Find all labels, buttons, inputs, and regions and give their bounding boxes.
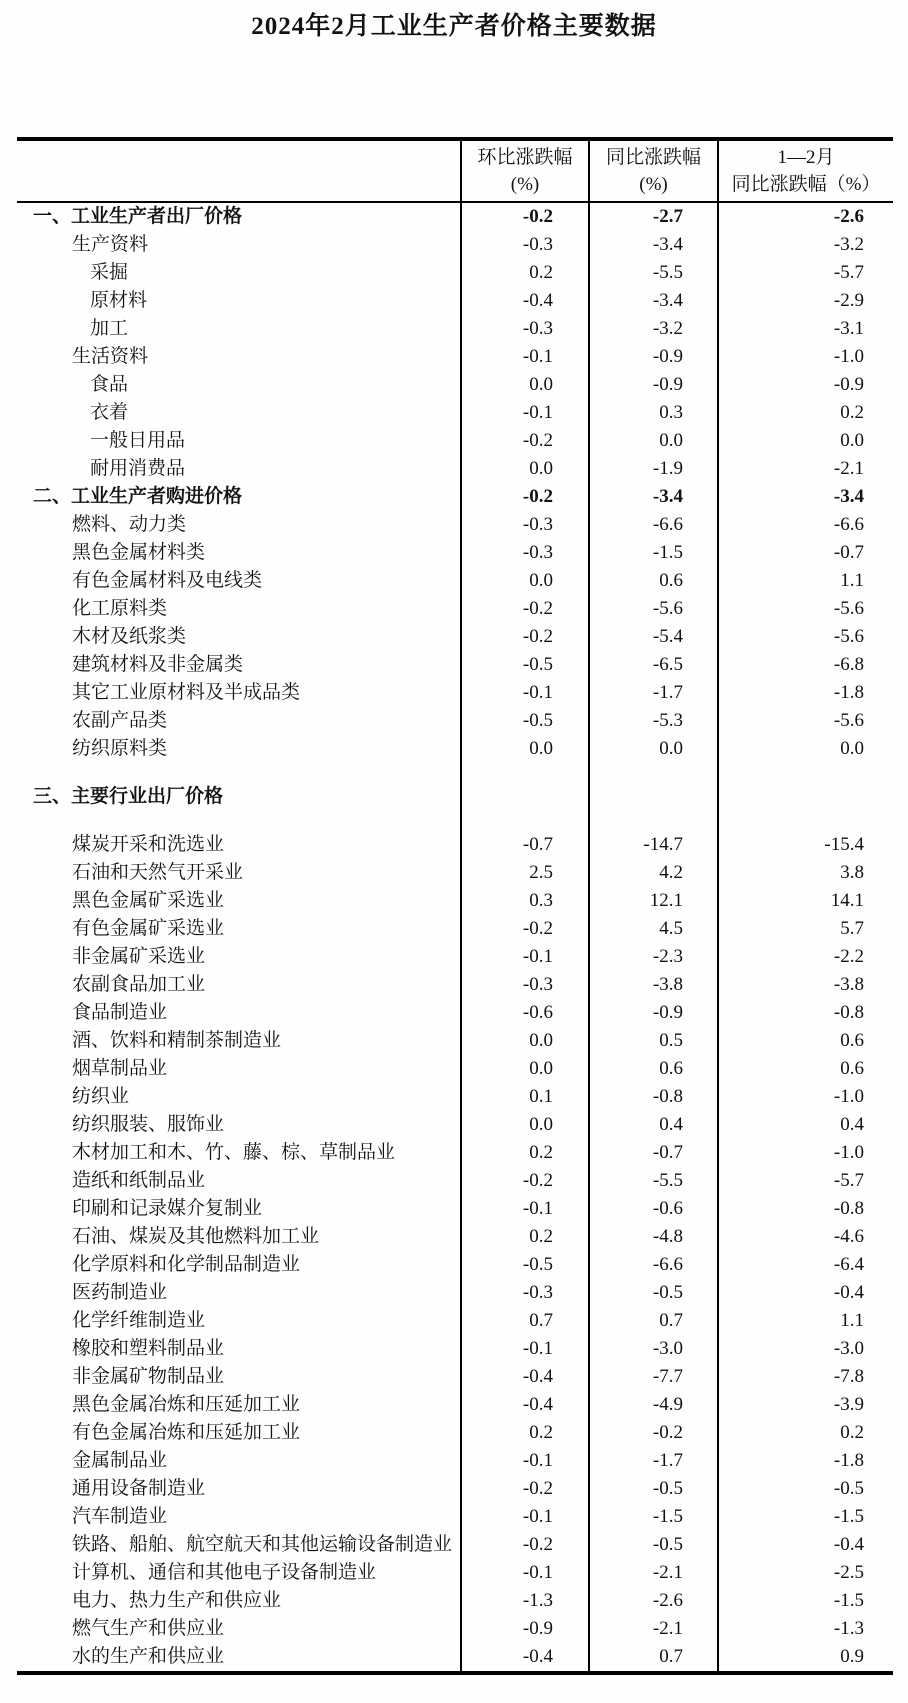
row-yoy-value: 4.5 — [588, 915, 717, 943]
row-mom-value: -0.2 — [460, 595, 588, 623]
row-yoy-value: -0.5 — [588, 1531, 717, 1559]
row-mom-value: -0.1 — [460, 1195, 588, 1223]
row-ytd-value: -0.9 — [717, 371, 893, 399]
row-yoy-value — [588, 763, 717, 783]
row-ytd-value: -0.7 — [717, 539, 893, 567]
row-ytd-value: -2.6 — [717, 203, 893, 231]
row-label: 通用设备制造业 — [72, 1478, 206, 1499]
table-row — [17, 1419, 893, 1447]
row-yoy-value — [588, 783, 717, 811]
table-row — [17, 831, 893, 859]
row-ytd-value: -5.6 — [717, 595, 893, 623]
row-label: 衣着 — [90, 402, 129, 423]
row-yoy-value: -1.9 — [588, 455, 717, 483]
row-mom-value: -0.3 — [460, 539, 588, 567]
row-label: 农副食品加工业 — [72, 974, 206, 995]
row-ytd-value: -4.6 — [717, 1223, 893, 1251]
row-ytd-value: -2.2 — [717, 943, 893, 971]
row-ytd-value: -5.6 — [717, 623, 893, 651]
row-mom-value: -0.3 — [460, 511, 588, 539]
row-yoy-value: -1.7 — [588, 1447, 717, 1475]
row-label: 燃气生产和供应业 — [72, 1618, 225, 1639]
table-row — [17, 539, 893, 567]
table-row — [17, 1279, 893, 1307]
table-row — [17, 399, 893, 427]
row-mom-value: -0.3 — [460, 231, 588, 259]
row-label: 橡胶和塑料制品业 — [72, 1338, 225, 1359]
row-yoy-value: -6.6 — [588, 1251, 717, 1279]
row-yoy-value: -3.4 — [588, 483, 717, 511]
row-mom-value: -0.3 — [460, 315, 588, 343]
row-label: 二、工业生产者购进价格 — [33, 486, 243, 507]
header-yoy — [588, 141, 717, 201]
header-ytd — [717, 141, 893, 201]
row-ytd-value: -2.5 — [717, 1559, 893, 1587]
row-ytd-value: -0.4 — [717, 1279, 893, 1307]
row-ytd-value: -0.4 — [717, 1531, 893, 1559]
row-mom-value: 0.2 — [460, 1223, 588, 1251]
row-mom-value: 0.0 — [460, 735, 588, 763]
row-mom-value: -0.2 — [460, 427, 588, 455]
row-mom-value: 0.2 — [460, 1139, 588, 1167]
row-yoy-value: -14.7 — [588, 831, 717, 859]
row-mom-value: -0.2 — [460, 1531, 588, 1559]
table-row — [17, 735, 893, 763]
row-label: 生产资料 — [72, 234, 149, 255]
table-row — [17, 707, 893, 735]
row-mom-value: -0.4 — [460, 1391, 588, 1419]
row-yoy-value: -1.5 — [588, 1503, 717, 1531]
row-ytd-value: -15.4 — [717, 831, 893, 859]
table-row — [17, 1363, 893, 1391]
row-mom-value: -0.3 — [460, 1279, 588, 1307]
row-yoy-value: -5.6 — [588, 595, 717, 623]
table-row — [17, 999, 893, 1027]
row-yoy-value: 0.0 — [588, 735, 717, 763]
page-title: 2024年2月工业生产者价格主要数据 — [251, 13, 657, 40]
row-yoy-value: -0.9 — [588, 343, 717, 371]
row-label: 采掘 — [90, 262, 129, 283]
row-ytd-value: -0.8 — [717, 999, 893, 1027]
row-yoy-value: -3.8 — [588, 971, 717, 999]
row-ytd-value: -6.8 — [717, 651, 893, 679]
row-yoy-value: -3.4 — [588, 231, 717, 259]
row-mom-value: -0.1 — [460, 943, 588, 971]
row-ytd-value: 0.6 — [717, 1027, 893, 1055]
row-label: 黑色金属材料类 — [72, 542, 206, 563]
row-mom-value: -0.1 — [460, 1503, 588, 1531]
row-mom-value: 0.0 — [460, 1027, 588, 1055]
table-row — [17, 1307, 893, 1335]
row-ytd-value: -2.9 — [717, 287, 893, 315]
table-row — [17, 1559, 893, 1587]
row-ytd-value: 14.1 — [717, 887, 893, 915]
table-row — [17, 343, 893, 371]
row-yoy-value: -2.1 — [588, 1615, 717, 1643]
row-label: 电力、热力生产和供应业 — [72, 1590, 282, 1611]
table-row — [17, 1447, 893, 1475]
row-label: 三、主要行业出厂价格 — [33, 786, 224, 807]
row-ytd-value: -6.6 — [717, 511, 893, 539]
row-label — [17, 811, 460, 831]
row-ytd-value: 1.1 — [717, 567, 893, 595]
row-ytd-value: -1.0 — [717, 1083, 893, 1111]
table-body — [17, 203, 893, 1671]
table-row — [17, 887, 893, 915]
row-mom-value: -0.2 — [460, 623, 588, 651]
row-yoy-value: -3.2 — [588, 315, 717, 343]
row-mom-value: -0.1 — [460, 399, 588, 427]
row-yoy-value: -4.8 — [588, 1223, 717, 1251]
row-ytd-value: -0.8 — [717, 1195, 893, 1223]
row-yoy-value: 4.2 — [588, 859, 717, 887]
row-ytd-value: -3.4 — [717, 483, 893, 511]
row-yoy-value: -0.8 — [588, 1083, 717, 1111]
row-yoy-value: 0.6 — [588, 567, 717, 595]
row-mom-value: -0.1 — [460, 1335, 588, 1363]
table-row — [17, 971, 893, 999]
row-ytd-value: -3.8 — [717, 971, 893, 999]
row-yoy-value: -3.0 — [588, 1335, 717, 1363]
row-ytd-value: -1.5 — [717, 1587, 893, 1615]
row-label: 造纸和纸制品业 — [72, 1170, 206, 1191]
row-label: 化工原料类 — [72, 598, 168, 619]
row-mom-value — [460, 763, 588, 783]
row-ytd-value: 1.1 — [717, 1307, 893, 1335]
row-label: 计算机、通信和其他电子设备制造业 — [72, 1562, 377, 1583]
row-mom-value: 0.2 — [460, 259, 588, 287]
row-label: 生活资料 — [72, 346, 149, 367]
row-ytd-value — [717, 783, 893, 811]
row-mom-value: 0.0 — [460, 455, 588, 483]
table-row — [17, 427, 893, 455]
row-yoy-value: -0.6 — [588, 1195, 717, 1223]
row-label: 烟草制品业 — [72, 1058, 168, 1079]
row-label: 医药制造业 — [72, 1282, 168, 1303]
row-mom-value: -0.1 — [460, 679, 588, 707]
row-label: 酒、饮料和精制茶制造业 — [72, 1030, 282, 1051]
row-yoy-value: 0.4 — [588, 1111, 717, 1139]
table-row — [17, 1139, 893, 1167]
row-yoy-value: -2.1 — [588, 1559, 717, 1587]
row-label: 一、工业生产者出厂价格 — [33, 206, 243, 227]
row-ytd-value: -6.4 — [717, 1251, 893, 1279]
row-ytd-value: 0.0 — [717, 735, 893, 763]
row-ytd-value: -3.1 — [717, 315, 893, 343]
row-mom-value: -0.2 — [460, 203, 588, 231]
table-row — [17, 651, 893, 679]
row-mom-value: 0.0 — [460, 1055, 588, 1083]
header-mom-line2: (%) — [510, 174, 540, 195]
row-yoy-value: -0.9 — [588, 371, 717, 399]
table-row — [17, 623, 893, 651]
row-yoy-value: -5.5 — [588, 1167, 717, 1195]
row-label: 水的生产和供应业 — [72, 1646, 225, 1667]
row-ytd-value: -1.8 — [717, 679, 893, 707]
row-mom-value: -0.4 — [460, 1363, 588, 1391]
row-mom-value: -0.3 — [460, 971, 588, 999]
row-mom-value: -0.1 — [460, 1447, 588, 1475]
row-yoy-value: -6.5 — [588, 651, 717, 679]
row-ytd-value: -1.8 — [717, 1447, 893, 1475]
row-ytd-value: -5.6 — [717, 707, 893, 735]
row-ytd-value — [717, 763, 893, 783]
row-label: 纺织原料类 — [72, 738, 168, 759]
row-label: 煤炭开采和洗选业 — [72, 834, 225, 855]
row-mom-value — [460, 811, 588, 831]
row-yoy-value: -4.9 — [588, 1391, 717, 1419]
row-label: 有色金属矿采选业 — [72, 918, 225, 939]
row-label: 非金属矿物制品业 — [72, 1366, 225, 1387]
table-row — [17, 1027, 893, 1055]
header-ytd-line1: 1—2月 — [777, 147, 835, 168]
row-label: 石油、煤炭及其他燃料加工业 — [72, 1226, 320, 1247]
row-mom-value: 0.1 — [460, 1083, 588, 1111]
row-label: 纺织业 — [72, 1086, 130, 1107]
row-yoy-value: 0.6 — [588, 1055, 717, 1083]
row-ytd-value: -3.9 — [717, 1391, 893, 1419]
row-label: 建筑材料及非金属类 — [72, 654, 244, 675]
table-row — [17, 1167, 893, 1195]
row-mom-value: -0.5 — [460, 707, 588, 735]
row-label: 化学纤维制造业 — [72, 1310, 206, 1331]
row-ytd-value: 0.2 — [717, 399, 893, 427]
table-row — [17, 859, 893, 887]
header-mom-line1: 环比涨跌幅 — [477, 147, 573, 168]
table-row — [17, 1391, 893, 1419]
row-label: 其它工业原材料及半成品类 — [72, 682, 301, 703]
table-row — [17, 203, 893, 231]
table-row — [17, 1531, 893, 1559]
row-yoy-value: -5.4 — [588, 623, 717, 651]
row-yoy-value: 0.3 — [588, 399, 717, 427]
row-mom-value: -0.4 — [460, 287, 588, 315]
table-row — [17, 1195, 893, 1223]
row-label: 木材加工和木、竹、藤、棕、草制品业 — [72, 1142, 396, 1163]
row-ytd-value: -1.0 — [717, 1139, 893, 1167]
row-yoy-value: -1.5 — [588, 539, 717, 567]
table-header-row — [17, 141, 893, 203]
row-yoy-value: -2.6 — [588, 1587, 717, 1615]
row-label: 非金属矿采选业 — [72, 946, 206, 967]
row-label: 加工 — [90, 318, 129, 339]
row-label: 化学原料和化学制品制造业 — [72, 1254, 301, 1275]
table-row — [17, 915, 893, 943]
row-ytd-value: 5.7 — [717, 915, 893, 943]
row-yoy-value: -0.9 — [588, 999, 717, 1027]
row-yoy-value — [588, 811, 717, 831]
row-ytd-value — [717, 811, 893, 831]
row-ytd-value: -3.0 — [717, 1335, 893, 1363]
row-label: 黑色金属矿采选业 — [72, 890, 225, 911]
row-label: 一般日用品 — [90, 430, 186, 451]
row-ytd-value: -1.5 — [717, 1503, 893, 1531]
row-label: 农副产品类 — [72, 710, 168, 731]
header-ytd-line2: 同比涨跌幅（%） — [731, 174, 881, 195]
table-row — [17, 783, 893, 811]
row-yoy-value: 0.7 — [588, 1643, 717, 1671]
row-yoy-value: -0.5 — [588, 1475, 717, 1503]
row-label: 石油和天然气开采业 — [72, 862, 244, 883]
row-mom-value: -0.4 — [460, 1643, 588, 1671]
table-row — [17, 1643, 893, 1671]
table-row — [17, 1615, 893, 1643]
row-ytd-value: 0.4 — [717, 1111, 893, 1139]
row-mom-value: -0.5 — [460, 651, 588, 679]
row-mom-value: 2.5 — [460, 859, 588, 887]
table-row — [17, 595, 893, 623]
row-label: 食品 — [90, 374, 129, 395]
row-mom-value: -0.7 — [460, 831, 588, 859]
header-row-label-blank — [17, 141, 460, 201]
row-ytd-value: 3.8 — [717, 859, 893, 887]
row-mom-value: -0.2 — [460, 915, 588, 943]
row-yoy-value: 12.1 — [588, 887, 717, 915]
row-mom-value: -1.3 — [460, 1587, 588, 1615]
row-label: 黑色金属冶炼和压延加工业 — [72, 1394, 301, 1415]
row-label: 有色金属冶炼和压延加工业 — [72, 1422, 301, 1443]
row-label — [17, 763, 460, 783]
row-mom-value: 0.2 — [460, 1419, 588, 1447]
table-row — [17, 287, 893, 315]
header-mom — [460, 141, 588, 201]
row-mom-value: 0.0 — [460, 1111, 588, 1139]
table-spacer-row — [17, 811, 893, 831]
row-ytd-value: 0.6 — [717, 1055, 893, 1083]
row-ytd-value: -1.0 — [717, 343, 893, 371]
table-row — [17, 1335, 893, 1363]
row-yoy-value: -7.7 — [588, 1363, 717, 1391]
table-row — [17, 1223, 893, 1251]
row-yoy-value: 0.7 — [588, 1307, 717, 1335]
row-mom-value: -0.1 — [460, 1559, 588, 1587]
row-yoy-value: -5.5 — [588, 259, 717, 287]
row-yoy-value: -0.2 — [588, 1419, 717, 1447]
row-mom-value: 0.3 — [460, 887, 588, 915]
row-mom-value: -0.6 — [460, 999, 588, 1027]
table-row — [17, 1587, 893, 1615]
table-row — [17, 567, 893, 595]
table-row — [17, 231, 893, 259]
row-mom-value: -0.5 — [460, 1251, 588, 1279]
row-ytd-value: -5.7 — [717, 259, 893, 287]
row-mom-value: -0.9 — [460, 1615, 588, 1643]
header-yoy-line1: 同比涨跌幅 — [605, 147, 701, 168]
table-row — [17, 259, 893, 287]
row-mom-value: -0.1 — [460, 343, 588, 371]
row-yoy-value: -0.7 — [588, 1139, 717, 1167]
row-yoy-value: 0.5 — [588, 1027, 717, 1055]
row-label: 金属制品业 — [72, 1450, 168, 1471]
row-ytd-value: -3.2 — [717, 231, 893, 259]
row-mom-value: -0.2 — [460, 1475, 588, 1503]
row-ytd-value: 0.0 — [717, 427, 893, 455]
table-row — [17, 1251, 893, 1279]
row-yoy-value: -2.3 — [588, 943, 717, 971]
table-row — [17, 1503, 893, 1531]
table-row — [17, 315, 893, 343]
table-row — [17, 943, 893, 971]
row-yoy-value: -6.6 — [588, 511, 717, 539]
row-ytd-value: -1.3 — [717, 1615, 893, 1643]
row-label: 木材及纸浆类 — [72, 626, 187, 647]
ppi-data-table — [17, 137, 893, 1675]
row-yoy-value: -3.4 — [588, 287, 717, 315]
row-mom-value — [460, 783, 588, 811]
table-row — [17, 371, 893, 399]
row-ytd-value: 0.9 — [717, 1643, 893, 1671]
row-yoy-value: -1.7 — [588, 679, 717, 707]
row-mom-value: 0.7 — [460, 1307, 588, 1335]
row-label: 有色金属材料及电线类 — [72, 570, 263, 591]
table-row — [17, 483, 893, 511]
table-row — [17, 1083, 893, 1111]
header-yoy-line2: (%) — [639, 174, 668, 195]
table-row — [17, 1111, 893, 1139]
row-label: 汽车制造业 — [72, 1506, 168, 1527]
table-row — [17, 1055, 893, 1083]
row-label: 原材料 — [90, 290, 148, 311]
table-row — [17, 1475, 893, 1503]
row-yoy-value: -0.5 — [588, 1279, 717, 1307]
row-mom-value: -0.2 — [460, 1167, 588, 1195]
row-label: 铁路、船舶、航空航天和其他运输设备制造业 — [72, 1534, 453, 1555]
row-ytd-value: -7.8 — [717, 1363, 893, 1391]
row-label: 食品制造业 — [72, 1002, 168, 1023]
row-label: 耐用消费品 — [90, 458, 186, 479]
row-mom-value: 0.0 — [460, 371, 588, 399]
row-ytd-value: -0.5 — [717, 1475, 893, 1503]
row-label: 燃料、动力类 — [72, 514, 187, 535]
row-yoy-value: 0.0 — [588, 427, 717, 455]
row-yoy-value: -2.7 — [588, 203, 717, 231]
row-ytd-value: 0.2 — [717, 1419, 893, 1447]
row-label: 印刷和记录媒介复制业 — [72, 1198, 263, 1219]
table-row — [17, 679, 893, 707]
row-mom-value: -0.2 — [460, 483, 588, 511]
row-yoy-value: -5.3 — [588, 707, 717, 735]
row-label: 纺织服装、服饰业 — [72, 1114, 225, 1135]
table-spacer-row — [17, 763, 893, 783]
table-row — [17, 455, 893, 483]
row-ytd-value: -5.7 — [717, 1167, 893, 1195]
row-mom-value: 0.0 — [460, 567, 588, 595]
table-row — [17, 511, 893, 539]
row-ytd-value: -2.1 — [717, 455, 893, 483]
